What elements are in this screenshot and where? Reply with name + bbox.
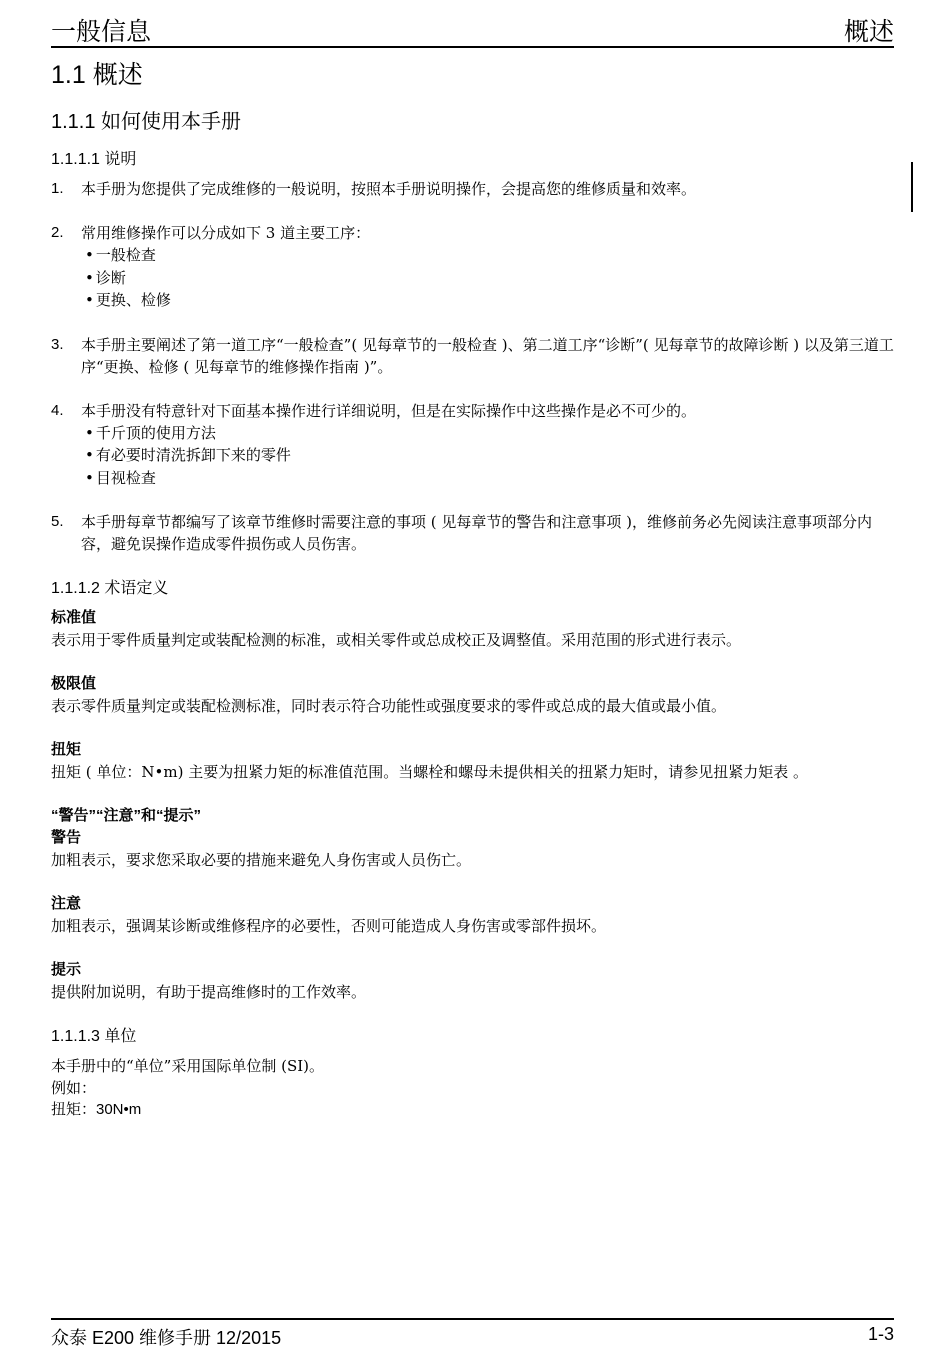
- section-title: 概述: [843, 18, 894, 46]
- term-title: 极限值: [51, 675, 97, 692]
- bullet-item: • 更换、检修: [81, 289, 896, 312]
- units-block: [51, 1055, 896, 1121]
- list-item: [51, 400, 896, 490]
- list-number: 1.: [51, 180, 64, 197]
- chapter-title: 一般信息: [51, 18, 152, 46]
- term-title: 标准值: [51, 609, 97, 626]
- notice-title: 注意: [51, 895, 82, 912]
- page-number: 1-3: [867, 1324, 894, 1344]
- list-number: 3.: [51, 335, 64, 353]
- list-text: 本手册为您提供了完成维修的一般说明，按照本手册说明操作，会提高您的维修质量和效率。: [81, 180, 697, 198]
- bullet-item: • 一般检查: [81, 244, 896, 267]
- page-header: [51, 8, 894, 48]
- bullet-list: [81, 244, 896, 312]
- notice-block: [51, 827, 896, 871]
- list-item: [51, 511, 896, 555]
- notice-title: 提示: [51, 961, 82, 978]
- list-number: 4.: [51, 401, 64, 419]
- heading-1-1-1: 1.1.1 如何使用本手册: [51, 111, 242, 133]
- bullet-item: • 诊断: [81, 267, 896, 290]
- heading-1-1: 1.1 概述: [51, 61, 143, 89]
- revision-bar: [911, 162, 913, 212]
- bullet-item: • 千斤顶的使用方法: [81, 422, 896, 445]
- notice-body: 加粗表示，强调某诊断或维修程序的必要性，否则可能造成人身伤害或零部件损坏。: [51, 917, 607, 935]
- list-item: [51, 334, 896, 378]
- list-text: 本手册主要阐述了第一道工序“一般检查”( 见每章节的一般检查 )、第二道工序“诊断”( 见每章节的故障诊断 ) 以及第三道工序“更换、检修 ( 见每章节的维修操作指南 )”。: [81, 335, 894, 376]
- notice-body: 提供附加说明，有助于提高维修时的工作效率。: [51, 983, 367, 1001]
- term-block: [51, 607, 896, 651]
- list-item: [51, 222, 896, 312]
- term-block: [51, 673, 896, 717]
- notice-body: 加粗表示，要求您采取必要的措施来避免人身伤害或人员伤亡。: [51, 851, 472, 869]
- units-line: 本手册中的“单位”采用国际单位制 (SI)。: [51, 1057, 325, 1075]
- term-title: 扭矩: [51, 741, 82, 758]
- list-text: 常用维修操作可以分成如下 3 道主要工序：: [81, 224, 371, 242]
- bullet-item: • 有必要时清洗拆卸下来的零件: [81, 444, 896, 467]
- heading-1-1-1-3: 1.1.1.3 单位: [51, 1028, 137, 1045]
- list-number: 2.: [51, 224, 64, 241]
- heading-1-1-1-2: 1.1.1.2 术语定义: [51, 580, 169, 597]
- notice-heading: “警告”“注意”和“提示”: [51, 807, 202, 824]
- footer-manual-title: 众泰 E200 维修手册 12/2015: [51, 1328, 282, 1348]
- units-line: 例如：: [51, 1079, 97, 1097]
- notice-block: [51, 959, 896, 1003]
- notice-block: [51, 893, 896, 937]
- list-number: 5.: [51, 513, 64, 530]
- page-content: [51, 55, 896, 1121]
- list-text: 本手册没有特意针对下面基本操作进行详细说明，但是在实际操作中这些操作是必不可少的。: [81, 401, 697, 420]
- list-item: [51, 178, 896, 200]
- bullet-list: [81, 422, 896, 490]
- term-body: 扭矩 ( 单位：N•m) 主要为扭紧力矩的标准值范围。当螺栓和螺母未提供相关的扭紧力矩时，请参见扭紧力矩表 。: [51, 763, 808, 781]
- units-line: 扭矩：30N•m: [51, 1101, 142, 1118]
- heading-1-1-1-1: 1.1.1.1 说明: [51, 151, 137, 168]
- term-body: 表示用于零件质量判定或装配检测的标准，或相关零件或总成校正及调整值。采用范围的形式进行表示。: [51, 631, 742, 649]
- term-body: 表示零件质量判定或装配检测标准，同时表示符合功能性或强度要求的零件或总成的最大值或最小值。: [51, 697, 727, 715]
- bullet-item: • 目视检查: [81, 467, 896, 490]
- list-text: 本手册每章节都编写了该章节维修时需要注意的事项 ( 见每章节的警告和注意事项 )，维修前务必先阅读注意事项部分内容，避免误操作造成零件损伤或人员伤害。: [81, 513, 873, 553]
- term-block: [51, 739, 896, 783]
- page-footer: [51, 1318, 894, 1350]
- notice-title: 警告: [51, 829, 82, 846]
